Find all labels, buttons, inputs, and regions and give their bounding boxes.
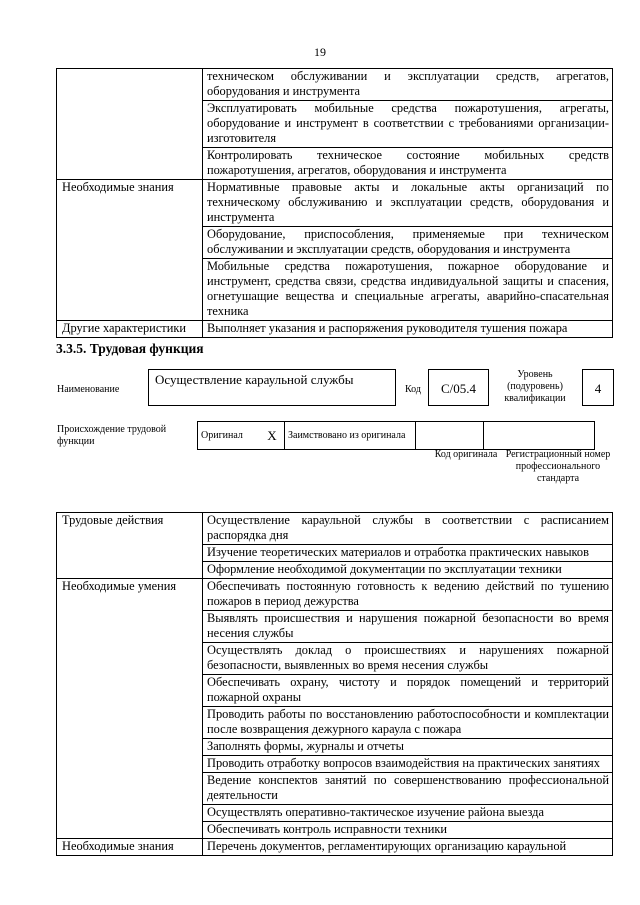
borrowed-label: Заимствовано из оригинала	[285, 422, 416, 450]
original-mark: X	[260, 422, 285, 450]
row-item: Нормативные правовые акты и локальные акты организаций по техническому обслуживанию и эксплуатации средств, оборудования и инструмента	[203, 180, 613, 227]
row-label-knowledge: Необходимые знания	[57, 839, 203, 856]
function-name-box: Осуществление караульной службы	[148, 369, 396, 406]
origin-label: Происхождение трудовой функции	[57, 424, 167, 447]
page-number: 19	[314, 45, 326, 59]
origin-table	[197, 421, 595, 450]
table-row	[57, 839, 613, 856]
row-item: Перечень документов, регламентирующих организацию караульной	[203, 839, 613, 856]
table-row	[57, 579, 613, 611]
table-row	[57, 321, 613, 338]
original-label: Оригинал	[198, 422, 261, 450]
row-item: Осуществлять доклад о происшествиях и нарушениях пожарной безопасности, выявленных во время несения службы	[203, 643, 613, 675]
origin-code-label: Код оригинала	[434, 449, 498, 460]
table-row	[57, 513, 613, 545]
origin-code-cell	[416, 422, 484, 450]
row-item: Проводить отработку вопросов взаимодействия на практических занятиях	[203, 756, 613, 773]
table-row	[57, 69, 613, 101]
function-code-box: C/05.4	[428, 369, 489, 406]
level-value-box: 4	[582, 369, 614, 406]
row-item: Обеспечивать контроль исправности техники	[203, 822, 613, 839]
row-item: Обеспечивать постоянную готовность к ведению действий по тушению пожаров в период дежурства	[203, 579, 613, 611]
row-item: Изучение теоретических материалов и отработка практических навыков	[203, 545, 613, 562]
row-item: Осуществление караульной службы в соответствии с расписанием распорядка дня	[203, 513, 613, 545]
table-row	[57, 180, 613, 227]
row-item: Оборудование, приспособления, применяемые при техническом обслуживании и эксплуатации средств, оборудования и инструмента	[203, 227, 613, 259]
row-item: Заполнять формы, журналы и отчеты	[203, 739, 613, 756]
row-item: Обеспечивать охрану, чистоту и порядок помещений и территорий пожарной охраны	[203, 675, 613, 707]
row-item: Выполняет указания и распоряжения руководителя тушения пожара	[203, 321, 613, 338]
row-item: Проводить работы по восстановлению работоспособности и комплектации после возвращения дежурного караула с пожара	[203, 707, 613, 739]
row-item: Осуществлять оперативно-тактическое изучение района выезда	[203, 805, 613, 822]
row-item: техническом обслуживании и эксплуатации средств, агрегатов, оборудования и инструмента	[203, 69, 613, 101]
reg-number-cell	[484, 422, 595, 450]
row-label-skills: Необходимые умения	[57, 579, 203, 839]
labor-function-table	[56, 512, 613, 856]
level-label: Уровень (подуровень) квалификации	[504, 369, 566, 404]
reg-number-label: Регистрационный номер профессионального стандарта	[505, 449, 611, 484]
row-item: Эксплуатировать мобильные средства пожаротушения, агрегаты, оборудование и инструмент в соответствии с требованиями организации-изготовителя	[203, 101, 613, 148]
competency-table-continued	[56, 68, 613, 338]
row-label	[57, 69, 203, 180]
row-item: Выявлять происшествия и нарушения пожарной безопасности во время несения службы	[203, 611, 613, 643]
row-item: Ведение конспектов занятий по совершенствованию профессиональной деятельности	[203, 773, 613, 805]
row-label-actions: Трудовые действия	[57, 513, 203, 579]
name-label: Наименование	[57, 384, 120, 395]
row-item: Мобильные средства пожаротушения, пожарное оборудование и инструмент, средства связи, средства индивидуальной защиты и спасения, огнетушащие вещества и специальные агрегаты, аварийно-спасательная техника	[203, 259, 613, 321]
section-title: 3.3.5. Трудовая функция	[56, 341, 204, 356]
code-label: Код	[405, 384, 421, 395]
row-item: Контролировать техническое состояние мобильных средств пожаротушения, агрегатов, оборудования и инструмента	[203, 148, 613, 180]
row-label-other: Другие характеристики	[57, 321, 203, 338]
row-item: Оформление необходимой документации по эксплуатации техники	[203, 562, 613, 579]
row-label-knowledge: Необходимые знания	[57, 180, 203, 321]
